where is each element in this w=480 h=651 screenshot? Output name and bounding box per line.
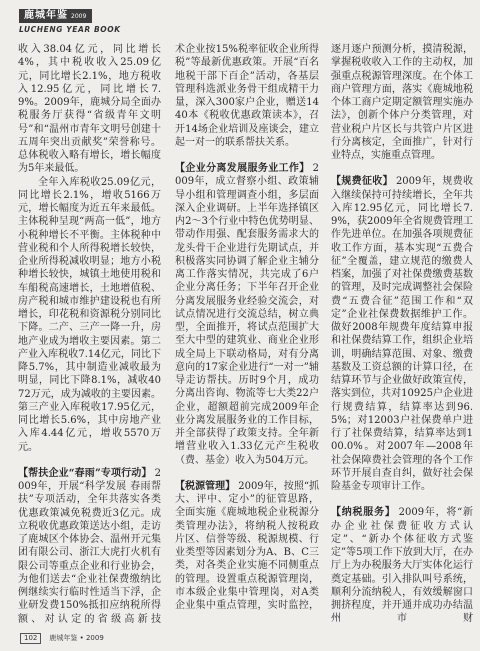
book-title: 鹿城年鉴 bbox=[24, 10, 68, 21]
section-heading: 【规费征收】 bbox=[331, 176, 393, 188]
paragraph-text: 逐月逐户预测分析，摸清税源，掌握税收收入工作的主动权，加强重点税源管理深度。在个体工商户管理方面，落实《鹿城地税个体工商户定期定额管理实施办法》，创新个体户分类管理，对营业税户片区长与共管户片区进行分离核定，全面推广，针对行业特点，实施重点管理。 bbox=[331, 44, 473, 161]
section-paragraph bbox=[175, 162, 319, 467]
book-subtitle: LUCHENG YEAR BOOK bbox=[19, 25, 121, 34]
paragraph bbox=[331, 43, 473, 162]
paragraph-text: 2009年，规费收入继续保持可持续增长，全年共入库12.95亿元，同比增长7.9%，获2009年全省规费管理工作先进单位。在加强各项规费征收工作方面，基本实现“五费合征”全覆盖，建立规范的缴费人档案，加强了对社保费缴费基数的管理，及时完成调整社会保险费“五费合征”范围工作和“双定”企业社保费数据维护工作。做好2008年规费年度结算申报和社保费结算工作，组织企业培训，明确结算范围、对象、缴费基数及工资总额的计算口径，在结算环节与企业做好政策宣传，落实到位，共对10925户企业进行规费结算，结算率达到96.5%；对12003户社保费单户进行了社保费结算，结算率达到100.0%。对2007年—2008年社会保障费社会管理的各个工作环节开展自查自纠，做好社会保险基金专项审计工作。 bbox=[331, 176, 473, 492]
footer-book-title: 鹿城年鉴 • 2009 bbox=[49, 634, 104, 642]
paragraph-text: 2009年，成立督察小组、政策辅导小组和管理调查小组，多层面深入企业调研。上半年选择镇区内2～3个行业中特色优势明显、带动作用强、配套服务需求大的龙头骨干企业进行先期试点，并积极落实同协调了解企业主辅分离工作落实情况，共完成了6户企业分离任务；下半年召开企业分离发展服务业经验交流会，对试点情况进行交流总结，树立典型，全面推开，将试点范围扩大至大中型的建筑业、商业企业形成全局上下联动格局，对有分离意向的17家企业进行“一对一”辅导走访帮扶。历时9个月，成功分离出咨询、物流等七大类22户企业，超额超前完成2009年企业分离发展服务业的工作目标，并全部获得了政策支持。全年新增营业收入1.33亿元产生税收（费、基金）收入为504万元。 bbox=[175, 163, 319, 466]
text-column-1 bbox=[18, 43, 161, 626]
header-title-box bbox=[19, 9, 92, 23]
section-heading: 【纳税服务】 bbox=[331, 507, 396, 519]
paragraph-text: 2009年，按照“抓大、评中、定小”的征管思路，全面实施《鹿城地税企业税源分类管理办法》，将纳税人按税政片区、信誉等级、税源规模、行业类型等因素划分为A、B、C三类，对各类企业实施不同侧重点的管理。设置重点税源管理岗，市本级企业集中管理岗，对A类企业集中重点管理，实时监控， bbox=[175, 480, 319, 611]
page-footer bbox=[20, 633, 104, 643]
paragraph bbox=[18, 43, 161, 176]
paragraph-text: 全年入库税收25.09亿元，同比增长2.1%，增收5166万元，增长幅度为近五年来最低。主体税种呈现“两高一低”，地方小税种增长不平衡。主体税种中营业税和个人所得税增长较快，企业所得税减收明显；地方小税种增长较快，城镇土地使用税和车船税高速增长，土地增值税、房产税和城市维护建设税也有所增长，印花税和资源税分别同比下降。二产、三产一降一升，房地产业成为增收主要因素。第二产业入库税收7.14亿元，同比下降5.7%，其中制造业减收最为明显，同比下降8.1%，减收4072万元，成为减收的主要因素。第三产业入库税收17.95亿元，同比增长5.6%，其中房地产业入库4.44亿元，增收5570万元。 bbox=[18, 176, 161, 453]
paragraph-text: 收入38.04亿元，同比增长4%，其中税收收入25.09亿元，同比增长2.1%，地方税收入12.95亿元，同比增长7.9%。2009年，鹿城分局全面办税服务厅获得“省级青年文明号”和“温州市青年文明号创建十五周年突出贡献奖”荣誉称号。总体税收入略有增长，增长幅度为5年来最低。 bbox=[18, 44, 161, 175]
section-heading: 【税源管理】 bbox=[175, 480, 236, 492]
book-year: 2009 bbox=[71, 13, 87, 20]
paragraph bbox=[18, 176, 161, 454]
section-paragraph bbox=[18, 467, 161, 626]
text-column-2 bbox=[175, 43, 319, 626]
paragraph-text: 2009年，开展“科学发展 春雨帮扶”专项活动，全年共落实各类优惠政策减免税费近3亿元。成立税收优惠政策送达小组，走访了鹿城区个体协会、温州开元集团有限公司、浙江大虎打火机有限公司等重点企业和行业协会，为他们送去“企业社保费缴纳比例继续实行临时性适当下浮，企业研发费150%抵扣应纳税所得额、对认定的省级高新技 bbox=[18, 467, 161, 625]
paragraph bbox=[175, 43, 319, 149]
section-paragraph bbox=[331, 175, 473, 493]
section-heading: 【企业分离发展服务业工作】 bbox=[175, 163, 310, 174]
paragraph-text: 2009年，将“新办企业社保费征收方式认定”、“新办个体征收方式鉴定”等5项工作下放到大厅，在办厅上为办税服务大厅实体化运行奠定基础。引入排队叫号系统，顺利分流纳税人，有效缓解窗口拥挤程度，并开通并成功办结温州市财 bbox=[331, 507, 473, 625]
section-paragraph bbox=[175, 480, 319, 613]
page-number: 102 bbox=[20, 633, 41, 644]
text-column-3 bbox=[331, 43, 473, 626]
section-paragraph bbox=[331, 506, 473, 625]
section-heading: 【帮扶企业“春雨”专项行动】 bbox=[18, 467, 152, 479]
paragraph-text: 术企业按15%税率征收企业所得税”等最新优惠政策。开展“百名地税干部下百企”活动，各基层管理科选派业务骨干组成精干力量，深入300家户企业，赠送1440本《税收优惠政策读本》，召开14场企业培训及座谈会，建立起一对一的联系帮扶关系。 bbox=[175, 44, 319, 148]
